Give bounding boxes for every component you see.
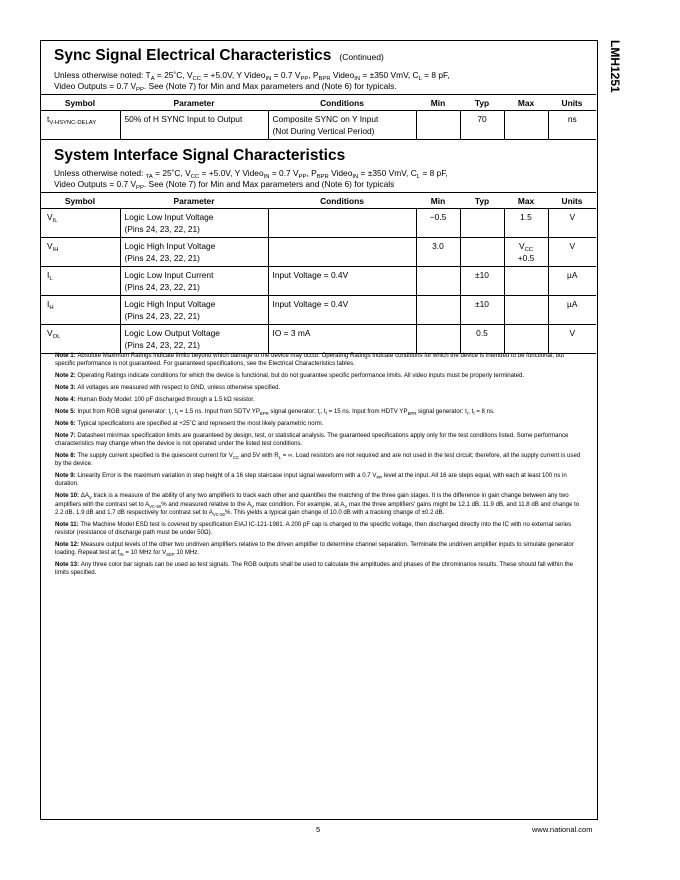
continued-label: (Continued) — [339, 52, 384, 62]
column-header: Conditions — [268, 193, 416, 209]
section2-conditions-line1: Unless otherwise noted: $_{TA}$ = 25˚C, $V_{CC} = +5.0V$, Y Video$_{IN}$ = 0.7 $V_{PP}$, $P_{BPR}$ Video$_{IN}$ = ±350 VmV, $C_L = 8$ pF, — [54, 168, 448, 180]
min-cell: 3.0 — [416, 238, 460, 267]
max-cell — [504, 111, 548, 140]
note-item: Note 3: All voltages are measured with respect to GND, unless otherwise specified. — [55, 384, 281, 392]
typ-cell — [460, 209, 504, 238]
note-item: Note 5: Input from RGB signal generator: $t_r$, $t_f = 1.5$ ns. Input from SDTV $YP_{BPR}$ signal generator: $t_r$, $t_f = 15$ ns. Input from HDTV $YP_{BPR}$ signal generator: $t_r$, $t_f = 8$ ns. — [55, 407, 495, 416]
symbol-cell: $I_H$ — [40, 296, 120, 325]
page-number: 5 — [316, 825, 321, 834]
column-header: Parameter — [120, 193, 268, 209]
system-interface-table — [40, 192, 596, 354]
note-item: Note 7: Datasheet min/max specification limits are guaranteed by design, test, or statistical analysis. The guaranteed specifications apply only for the test conditions listed. Some performance characteristics may change when the device is not operated under the listed test conditions. — [55, 431, 569, 447]
symbol-cell: $I_L$ — [40, 267, 120, 296]
column-header: Min — [416, 193, 460, 209]
table-row — [40, 325, 596, 354]
column-header: Max — [504, 95, 548, 111]
symbol-cell: $t_{V-HSYNC-DELAY}$ — [40, 111, 120, 140]
column-header: Min — [416, 95, 460, 111]
column-header: Typ — [460, 95, 504, 111]
conditions-cell: Input Voltage = 0.4V — [268, 296, 416, 325]
section2-title: System Interface Signal Characteristics — [54, 147, 346, 164]
website-link[interactable]: www.national.com — [532, 825, 593, 834]
table-row — [40, 296, 596, 325]
parameter-cell: Logic Low Input Current (Pins 24, 23, 22, 21) — [120, 267, 268, 296]
parameter-cell: Logic Low Input Voltage (Pins 24, 23, 22, 21) — [120, 209, 268, 238]
parameter-cell: Logic High Input Voltage (Pins 24, 23, 22, 21) — [120, 238, 268, 267]
column-header: Units — [548, 95, 596, 111]
column-header: Max — [504, 193, 548, 209]
note-item: Note 9: Linearity Error is the maximum variation in step height of a 16 step staircase input signal waveform with a 0.7 $V_{PP}$ level at the input. All 16 are steps equal, with each at least 100 ns in duration. — [55, 472, 567, 488]
note-item: Note 13: Any three color bar signals can be used as test signals. The RGB outputs shall be used to calculate the amplitudes and phases of the chrominance results. These should fall within the limits specified. — [55, 561, 574, 577]
min-cell — [416, 296, 460, 325]
symbol-cell: $V_{IH}$ — [40, 238, 120, 267]
note-item: Note 10: $\Delta A_V$ track is a measure of the ability of any two amplifiers to track each other and quantifies the matching of the three gain stages. It is the difference in gain change between any two amplifiers with the contrast set to $A_{VC-50}\%$ and measured relative to the $A_V$ max condition. For example, at $A_V$ max the three amplifiers' gains might be 12.1 dB, 11.9 dB, and 11.8 dB and change to 2.2 dB, 1.9 dB and 1.7 dB respectively for contrast set to $A_{VC-50}\%$. This yields a typical gain change of 10.0 dB with a tracking change of ±0.2 dB. — [55, 492, 580, 517]
min-cell — [416, 325, 460, 354]
min-cell: −0.5 — [416, 209, 460, 238]
conditions-cell — [268, 238, 416, 267]
part-number-side-label — [600, 40, 630, 160]
units-cell: V — [548, 325, 596, 354]
table-row — [40, 238, 596, 267]
note-item: Note 6: Typical specifications are specified at +25˚C and represent the most likely parametric norm. — [55, 419, 324, 427]
typ-cell — [460, 238, 504, 267]
typ-cell: 70 — [460, 111, 504, 140]
column-header: Conditions — [268, 95, 416, 111]
max-cell — [504, 267, 548, 296]
symbol-cell: $V_{IL}$ — [40, 209, 120, 238]
max-cell — [504, 296, 548, 325]
max-cell: 1.5 — [504, 209, 548, 238]
parameter-cell: 50% of H SYNC Input to Output — [120, 111, 268, 140]
units-cell: µA — [548, 267, 596, 296]
sync-signal-table — [40, 94, 596, 140]
column-header: Typ — [460, 193, 504, 209]
table-row — [40, 209, 596, 238]
note-item: Note 1: Absolute Maximum Ratings indicate limits beyond which damage to the device may occur. Operating Ratings indicate conditions for which the device is intended to be functional, but specific performance is not guaranteed. For guaranteed specifications, see the Electrical Characteristics tables. — [55, 352, 565, 368]
units-cell: V — [548, 209, 596, 238]
table-row — [40, 267, 596, 296]
max-cell — [504, 325, 548, 354]
note-item: Note 11: The Machine Model ESD test is covered by specification EIAJ IC-121-1981. A 200 pF cap is charged to the specific voltage, then discharged directly into the IC with no external series resistor (resistance of discharge path must be under 50Ω). — [55, 520, 572, 536]
note-item: Note 12: Measure output levels of the other two undriven amplifiers relative to the driven amplifier to determine channel separation. Terminate the undriven amplifier inputs to simulate generator loading. Repeat test at $f_{IN} = 10$ MHz for $V_{SEP}$ 10 MHz. — [55, 540, 574, 558]
column-header: Symbol — [40, 193, 120, 209]
conditions-cell: Composite SYNC on Y Input (Not During Vertical Period) — [268, 111, 416, 140]
units-cell: V — [548, 238, 596, 267]
section1-conditions-line2: Video Outputs = 0.7 $V_{PP}$. See (Note 7) for Min and Max parameters and (Note 6) for typicals. — [54, 81, 397, 93]
typ-cell: 0.5 — [460, 325, 504, 354]
symbol-cell: $V_{OL}$ — [40, 325, 120, 354]
part-number: LMH1251 — [608, 40, 622, 93]
note-item: Note 2: Operating Ratings indicate conditions for which the device is functional, but do not guarantee specific performance limits. All video inputs must be properly terminated. — [55, 372, 525, 380]
min-cell — [416, 267, 460, 296]
max-cell: $V_{CC}$ +0.5 — [504, 238, 548, 267]
note-item: Note 4: Human Body Model: 100 pF discharged through a 1.5 kΩ resistor. — [55, 395, 255, 403]
notes-section — [55, 352, 585, 581]
parameter-cell: Logic High Input Voltage (Pins 24, 23, 22, 21) — [120, 296, 268, 325]
units-cell: ns — [548, 111, 596, 140]
column-header: Symbol — [40, 95, 120, 111]
parameter-cell: Logic Low Output Voltage (Pins 24, 23, 22, 21) — [120, 325, 268, 354]
note-item: Note 8: The supply current specified is the quiescent current for $V_{CC}$ and 5V with $R_L$ = ∞. Load resistors are not required and are not used in the test circuit; therefore, all the supply current is used by the device. — [55, 451, 581, 468]
column-header: Parameter — [120, 95, 268, 111]
column-header: Units — [548, 193, 596, 209]
conditions-cell — [268, 209, 416, 238]
units-cell: µA — [548, 296, 596, 325]
section1-conditions-line1: Unless otherwise noted: $T_A$ = 25˚C, $V_{CC} = +5.0V$, Y Video$_{IN}$ = 0.7 $V_{PP}$, $P_{BPR}$ Video$_{IN}$ = ±350 VmV, $C_L = 8$ pF, — [54, 70, 450, 82]
table-row — [40, 111, 596, 140]
section1-title: Sync Signal Electrical Characteristics (Continued) — [54, 47, 384, 64]
conditions-cell: IO = 3 mA — [268, 325, 416, 354]
min-cell — [416, 111, 460, 140]
typ-cell: ±10 — [460, 267, 504, 296]
conditions-cell: Input Voltage = 0.4V — [268, 267, 416, 296]
typ-cell: ±10 — [460, 296, 504, 325]
section2-conditions-line2: Video Outputs = 0.7 $V_{PP}$. See (Note 7) for Min and Max parameters and (Note 6) for typicals — [54, 179, 395, 191]
